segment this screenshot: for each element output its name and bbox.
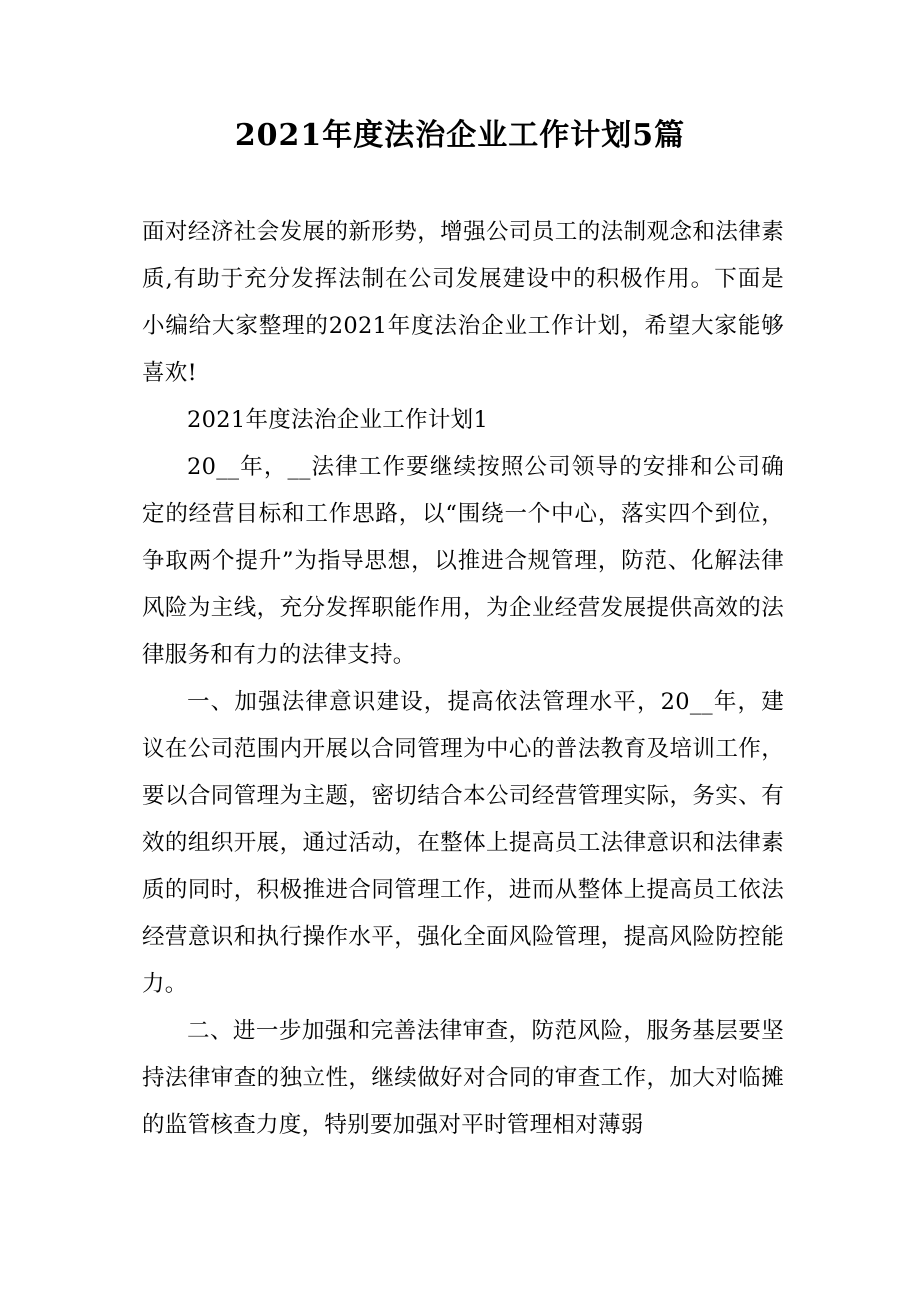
document-title: 2021年度法治企业工作计划5篇 (234, 118, 686, 153)
section-heading: 2021年度法治企业工作计划1 (187, 407, 489, 433)
body-paragraph: 一、加强法律意识建设，提高依法管理水平，20__年，建议在公司范围内开展以合同管理为中心的普法教育及培训工作，要以合同管理为主题，密切结合本公司经营管理实际，务实、有效的组织开展，通过活动，在整体上提高员工法律意识和法律素质的同时，积极推进合同管理工作，进而从整体上提高员工依法经营意识和执行操作水平，强化全面风险管理，提高风险防控能力。 (142, 689, 784, 997)
document-body (142, 209, 784, 1149)
body-paragraph: 20__年，__法律工作要继续按照公司领导的安排和公司确定的经营目标和工作思路，以“围绕一个中心，落实四个到位，争取两个提升”为指导思想，以推进合规管理，防范、化解法律风险为主线，充分发挥职能作用，为企业经营发展提供高效的法律服务和有力的法律支持。 (142, 454, 784, 668)
intro-paragraph: 面对经济社会发展的新形势，增强公司员工的法制观念和法律素质,有助于充分发挥法制在公司发展建设中的积极作用。下面是小编给大家整理的2021年度法治企业工作计划，希望大家能够喜欢! (142, 219, 784, 386)
body-paragraph: 二、进一步加强和完善法律审查，防范风险，服务基层要坚持法律审查的独立性，继续做好对合同的审查工作，加大对临摊的监管核查力度，特别要加强对平时管理相对薄弱 (142, 1018, 784, 1138)
